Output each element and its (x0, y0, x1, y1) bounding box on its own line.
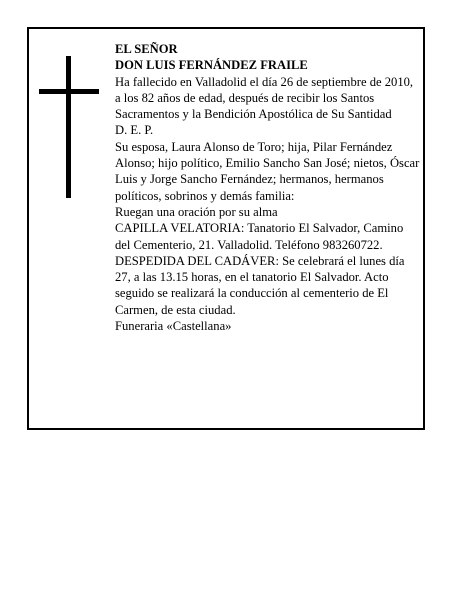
notice-text (115, 41, 421, 334)
deceased-title: EL SEÑOR (115, 42, 178, 56)
farewell-info: DESPEDIDA DEL CADÁVER: Se celebrará el lunes día 27, a las 13.15 horas, en el tanatorio El Salvador. Acto seguido se realizará la conducción al cementerio de El Carmen, de esta ciudad. (115, 253, 405, 317)
prayer-request: Ruegan una oración por su alma (115, 204, 278, 219)
death-announcement: Ha fallecido en Valladolid el día 26 de septiembre de 2010, a los 82 años de edad, después de recibir los Santos Sacramentos y la Bendición Apostólica de Su Santidad (115, 74, 414, 122)
rip-text: D. E. P. (115, 123, 154, 138)
obituary-notice (27, 27, 425, 430)
deceased-name: DON LUIS FERNÁNDEZ FRAILE (115, 58, 308, 73)
funeral-home: Funeraria «Castellana» (115, 319, 232, 334)
chapel-info: CAPILLA VELATORIA: Tanatorio El Salvador, Camino del Cementerio, 21. Valladolid. Teléfono 983260722. (115, 221, 404, 252)
family-list: Su esposa, Laura Alonso de Toro; hija, Pilar Fernández Alonso; hijo político, Emilio Sancho San José; nietos, Óscar Luis y Jorge Sancho Fernández; hermanos, hermanos políticos, sobrinos y demás familia: (115, 139, 420, 203)
cross-icon (39, 56, 99, 198)
